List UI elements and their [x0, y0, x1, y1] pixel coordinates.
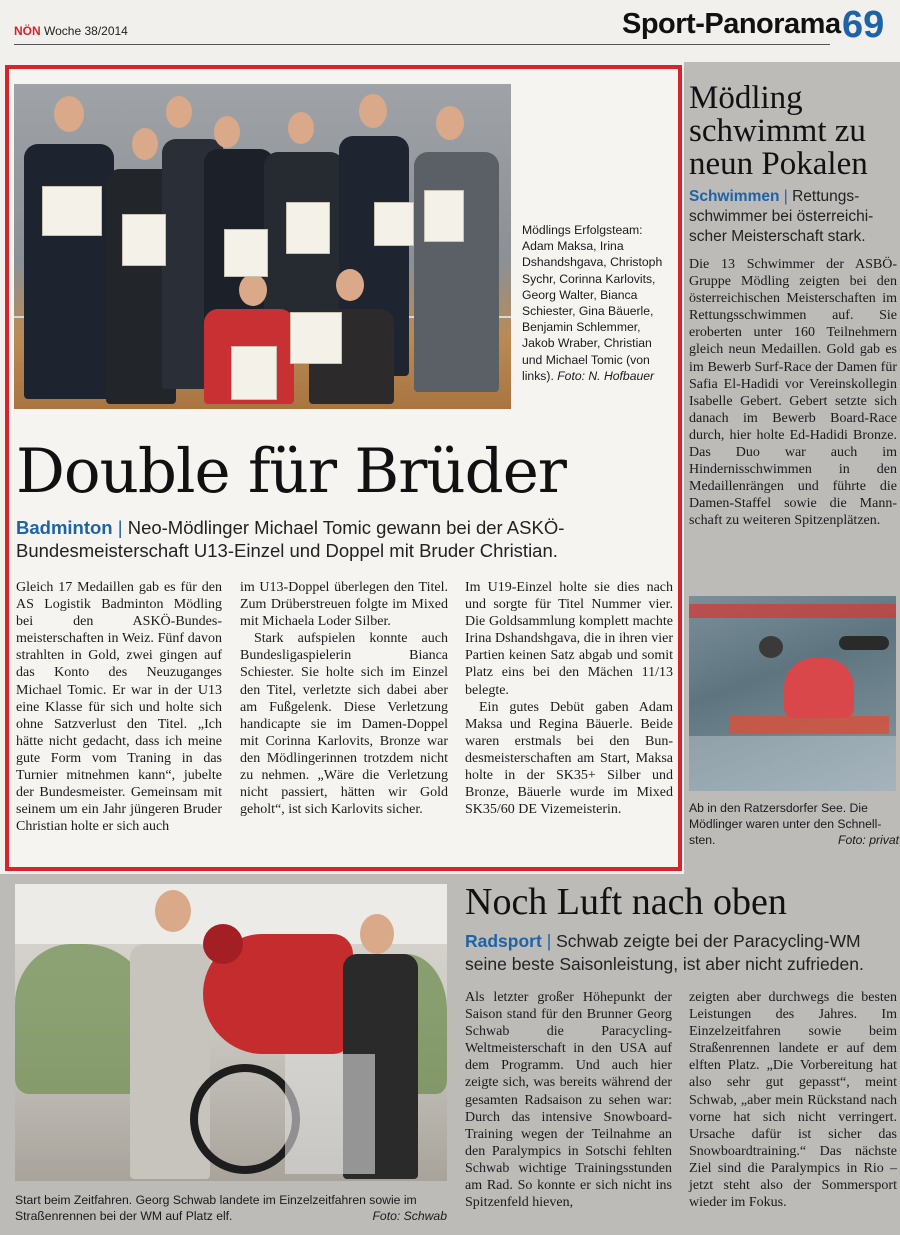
- main-column-2: [240, 579, 448, 818]
- bottom-deck: [465, 930, 895, 976]
- team-photo-credit: Foto: N. Hofbauer: [557, 368, 655, 383]
- swim-photo-caption: [689, 800, 899, 849]
- right-column-body: [689, 256, 897, 530]
- brand-logo: NÖN: [14, 24, 41, 38]
- team-photo: [14, 84, 511, 409]
- cycling-photo-credit: Foto: Schwab: [372, 1209, 447, 1224]
- cycling-photo: [15, 884, 447, 1181]
- page-number: 69: [842, 4, 885, 46]
- paragraph: zeigten aber durchwegs die besten Leistungen des Jahres. Im Einzelzeitfahren sowie beim Straßenrennen landete er auf dem elften Platz. „Die Vorbereitung hat also sehr gut gepasst“, meint Schwab, „aber mein Rückstand nach vorne hat sich nicht verringert. Ursache dafür ist sicher das Snowboardtraining.“ Das nächste Ziel sind die Paralympics in Rio – jetzt steht also der Sommersport wieder im Fokus.: [689, 990, 897, 1211]
- bottom-column-1: [465, 989, 672, 1211]
- paragraph: Stark aufspielen konnte auch Bundesligaspielerin Bianca Schiester. Sie holte sich im Einzel den Titel, verletzte sich dabei aber am Fußgelenk. Diese Verletzung handicapte sie im Damen-Doppel mit Corinna Karlovits, Bronze war den Mödlingerinnen trotzdem nicht zu nehmen. „Wäre die Verletzung nicht passiert, hätten wir Gold geholt“, ist sich Karlovits sicher.: [240, 631, 448, 818]
- header-rule: [14, 44, 830, 45]
- bottom-headline: Noch Luft nach oben: [465, 881, 787, 923]
- paragraph: Als letzter großer Höhepunkt der Saison stand für den Brunner Georg Schwab die Paracycling-Weltmeisterschaft in den USA auf dem Programm. Und auch hier zeigte sich, was bereits während der gesamten Radsaison zu sehen war: Durch das intensive Snowboard-Training wegen der Teilnahme an den Paralympics in Sotschi fehlten Schwab wichtige Trainingsstunden am Rad. So konnte er sich nicht ins Spitzenfeld hieven,: [465, 990, 672, 1211]
- kicker-separator: |: [546, 931, 557, 951]
- kicker-separator: |: [783, 188, 793, 205]
- right-headline: Mödling schwimmt zu neun Pokalen: [689, 80, 868, 182]
- issue-line: [14, 24, 128, 38]
- main-deck: [16, 516, 656, 562]
- kicker-separator: |: [117, 517, 128, 538]
- right-deck: [689, 187, 897, 247]
- paragraph: Ein gutes Debüt gaben Adam Maksa und Regina Bäuerle. Beide waren erstmals bei den Bundesmeisterschaften am Start, Maksa holte in der SK35+ Silber und Bronze, Bäuerle wurde im Mixed SK35/60 DE Vizemeisterin.: [465, 699, 673, 818]
- bottom-kicker: Radsport: [465, 931, 542, 951]
- cycling-caption-text: Start beim Zeitfahren. Georg Schwab landete im Einzelzeitfahren sowie im Straßenrennen bei der WM auf Platz elf.: [15, 1193, 417, 1224]
- team-caption-text: Mödlings Erfolgsteam: Adam Maksa, Irina Dshandshgava, Christoph Sychr, Corinna Karlovits, Georg Walter, Bianca Schiester, Gina Bäuerle, Benjamin Schlemmer, Jakob Wraber, Christian und Michael Tomic (von links).: [522, 223, 663, 383]
- team-photo-caption: [522, 222, 672, 384]
- swim-photo: [689, 596, 896, 791]
- main-column-3: [465, 579, 673, 818]
- right-deck-text: Rettungsschwimmer bei österreichischer Meisterschaft stark.: [689, 188, 874, 245]
- section-title: Sport-Panorama: [622, 8, 841, 40]
- main-headline: Double für Brüder: [16, 436, 566, 507]
- issue-label: Woche 38/2014: [44, 24, 128, 38]
- paragraph: Gleich 17 Medaillen gab es für den AS Logistik Badminton Mödling bei den ASKÖ-Bundesmeisterschaften in Weiz. Fünf davon strahlten in Gold, zwei gingen auf das Konto des Neuzuganges Michael Tomic. Er war in der U13 eine Klasse für sich und holte sich ohne Satzverlust den Titel. „Ich hätte nicht gedacht, dass ich meine gute Form vom Traning in das Turnier mitnehmen kann“, jubelte der Bundesmeister. Gemeinsam mit seinem um ein Jahr jüngeren Bruder Christian holte er sich auch: [16, 580, 222, 835]
- bottom-deck-text: Schwab zeigte bei der Paracycling-WM seine beste Saisonleistung, ist aber nicht zufrieden.: [465, 931, 864, 974]
- main-column-1: [16, 579, 222, 835]
- paragraph: Im U19-Einzel holte sie dies nach und sorgte für Titel Nummer vier. Die Goldsammlung komplett machte Irina Dshandshgava, die in ihren vier Partien keinen Satz abgab und somit Platz eins bei den Mächen 11/13 belegte.: [465, 580, 673, 698]
- cycling-photo-caption: [15, 1192, 447, 1224]
- main-deck-text: Neo-Mödlinger Michael Tomic gewann bei der ASKÖ-Bundesmeisterschaft U13-Einzel und Doppel mit Bruder Christian.: [16, 517, 565, 561]
- paragraph: im U13-Doppel überlegen den Titel. Zum Drüberstreuen folgte im Mixed mit Michaela Loder Silber.: [240, 580, 448, 630]
- swim-caption-text: Ab in den Ratzersdorfer See. Die Mödlinger waren unter den Schnellsten.: [689, 801, 882, 848]
- main-kicker: Badminton: [16, 517, 113, 538]
- swim-photo-credit: Foto: privat: [838, 833, 899, 848]
- right-kicker: Schwimmen: [689, 188, 780, 205]
- paragraph: Die 13 Schwimmer der ASBÖ-Gruppe Mödling zeigten bei den österreichischen Meisterschaften im Rettungsschwimmen auf. Sie eroberten unter 160 Teilnehmern gleich neun Medaillen. Gold gab es im Bewerb Surf-Race der Damen für Safia El-Hadidi vor Vereinskollegin Isabelle Gebert. Gebert setzte sich danach im Bewerb Board-Race durch, hier holte Ed-Hadidi Bronze. Das Duo war auch im Hindernisschwimmen in den Medaillenrängen und führte die Damen-Staffel sowie die Mannschaft zu weiteren Spitzenplätzen.: [689, 257, 897, 529]
- bottom-column-2: [689, 989, 897, 1211]
